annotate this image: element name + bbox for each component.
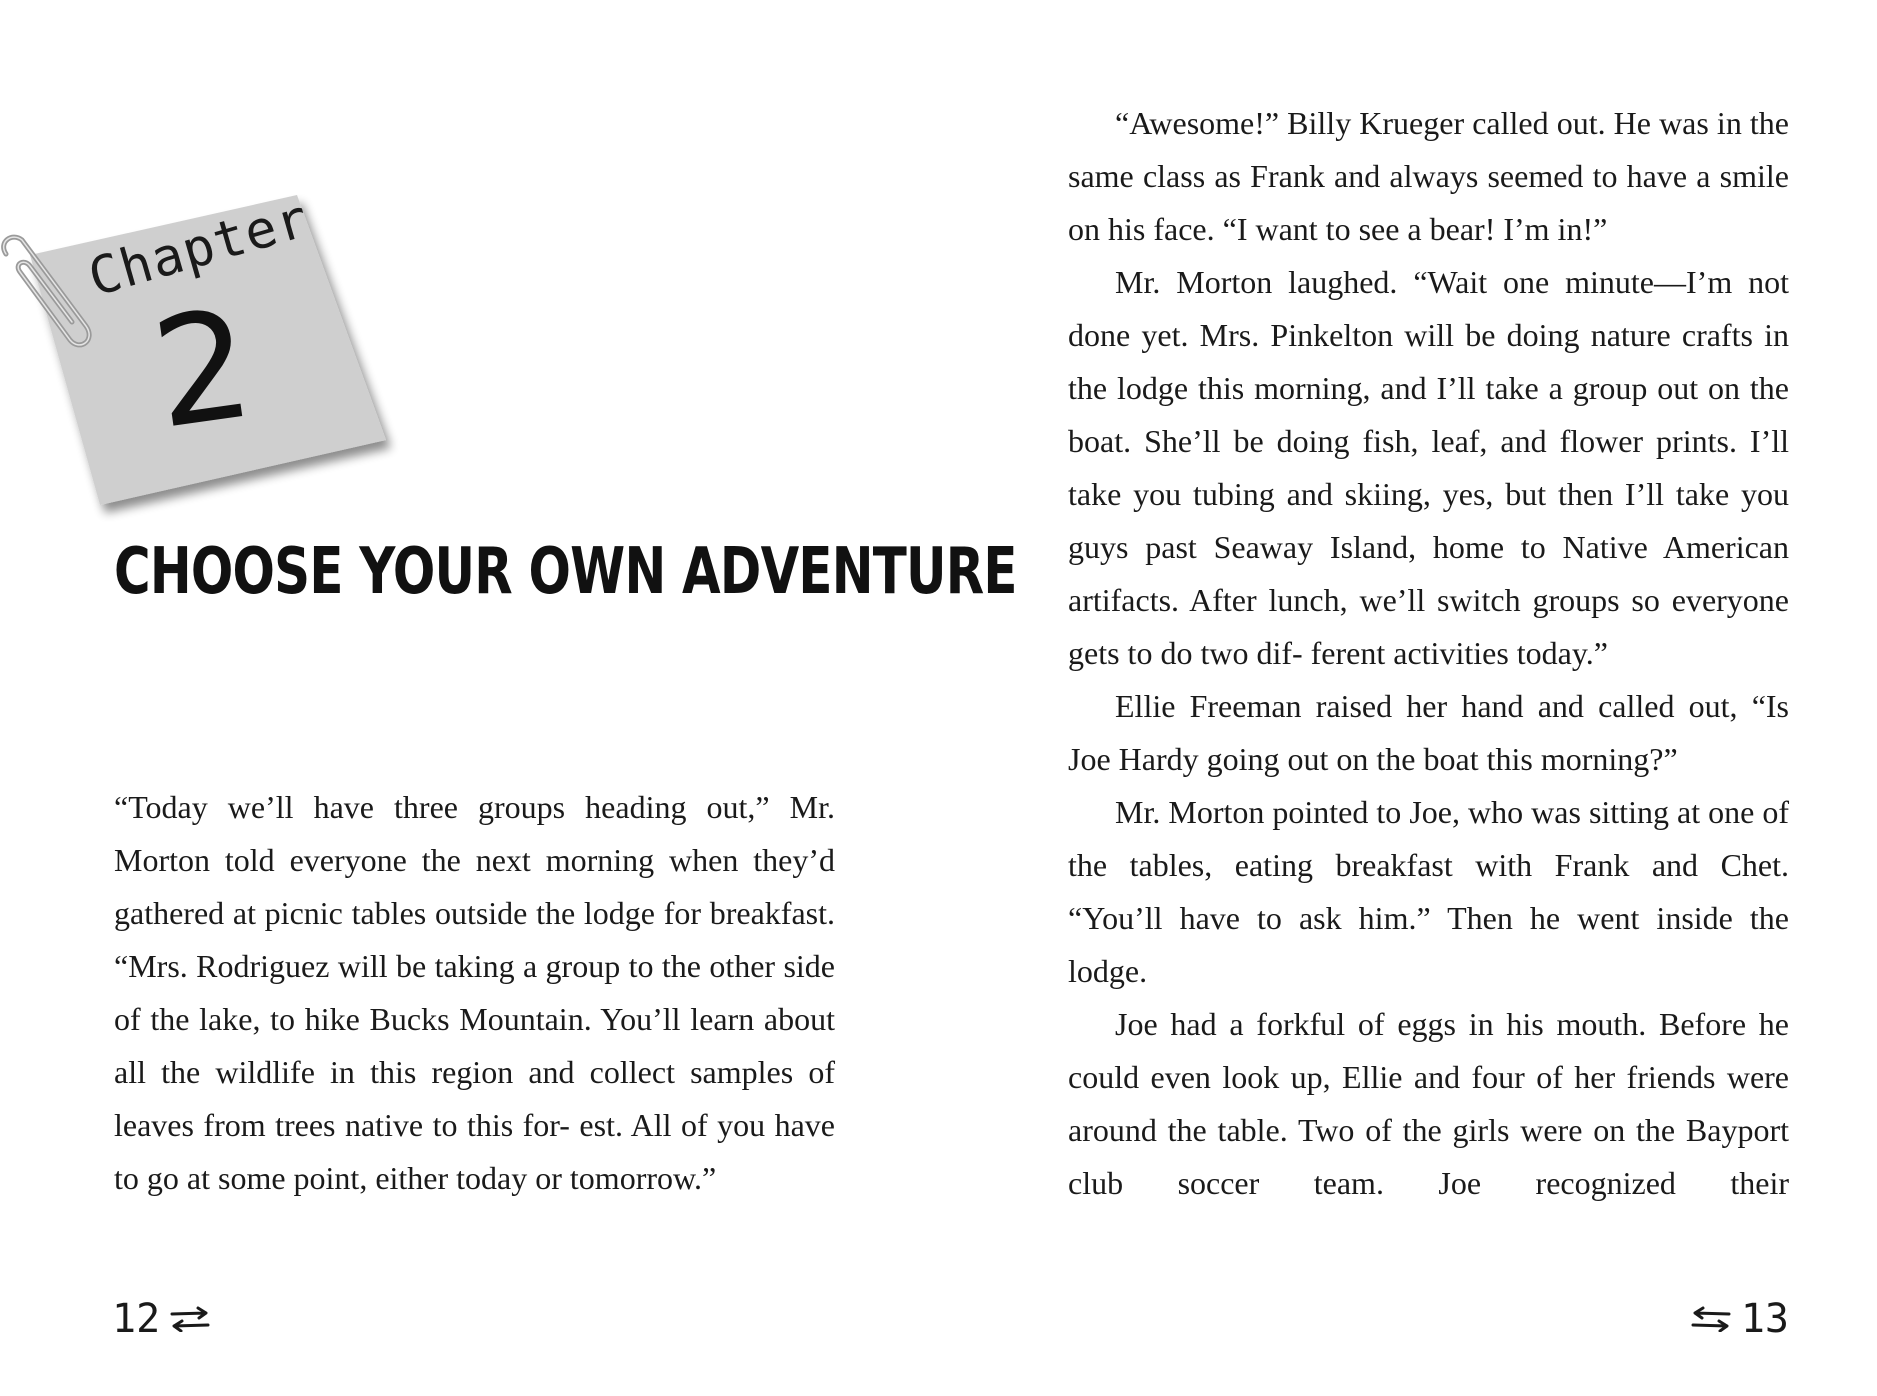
page-number: 12 xyxy=(112,1296,161,1342)
paragraph: Mr. Morton pointed to Joe, who was sitting at one of the tables, eating breakfast with Frank and Chet. “You’ll have to ask him.” Then he went inside the lodge. xyxy=(1068,794,1789,989)
paragraph: “Awesome!” Billy Krueger called out. He was in the same class as Frank and always seemed to have a smile on his face. “I want to see a bear! I’m in!” xyxy=(1068,105,1789,247)
double-arrow-icon xyxy=(1689,1296,1733,1342)
paragraph: Ellie Freeman raised her hand and called out, “Is Joe Hardy going out on the boat this morning?” xyxy=(1068,688,1789,777)
page-number: 13 xyxy=(1740,1296,1789,1342)
left-page-body xyxy=(114,781,835,1205)
chapter-label: Chapter xyxy=(82,188,316,309)
page-number-right xyxy=(1681,1296,1789,1342)
chapter-title: CHOOSE YOUR OWN ADVENTURE xyxy=(114,535,1017,609)
right-page xyxy=(938,0,1877,1396)
page-number-left xyxy=(112,1296,220,1342)
chapter-number: 2 xyxy=(143,277,263,463)
paragraph: Mr. Morton laughed. “Wait one minute—I’m not done yet. Mrs. Pinkelton will be doing nature crafts in the lodge this morning, and I’ll take a group out on the boat. She’ll be doing fish, leaf, and flower prints. I’ll take you tubing and skiing, yes, but then I’ll take you guys past Seaway Island, home to Native American artifacts. After lunch, we’ll switch groups so everyone gets to do two dif- ferent activities today.” xyxy=(1068,264,1789,671)
paragraph: “Today we’ll have three groups heading out,” Mr. Morton told everyone the next morning when they’d gathered at picnic tables outside the lodge for breakfast. “Mrs. Rodriguez will be taking a group to the other side of the lake, to hike Bucks Mountain. You’ll learn about all the wildlife in this region and collect samples of leaves from trees native to this for- est. All of you have to go at some point, either today or tomorrow.” xyxy=(114,789,835,1196)
double-arrow-icon xyxy=(168,1296,212,1342)
paragraph: Joe had a forkful of eggs in his mouth. Before he could even look up, Ellie and four of her friends were around the table. Two of the girls were on the Bayport club soccer team. Joe recognized their xyxy=(1068,1006,1789,1201)
chapter-note xyxy=(30,188,330,495)
right-page-body xyxy=(1068,97,1789,1210)
